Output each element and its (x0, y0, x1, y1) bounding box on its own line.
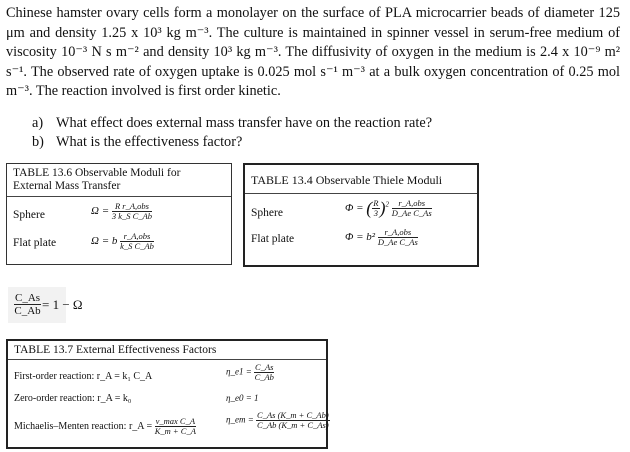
sphere-phi-paren-den: 3 (373, 208, 379, 218)
table-13-6-row-sphere-label: Sphere (13, 209, 45, 221)
sphere-omega-lhs: Ω = (91, 205, 110, 218)
flat-phi-num: r_A,obs (378, 228, 418, 238)
question-a (32, 114, 432, 133)
eta-e1-fraction (254, 363, 274, 382)
eta-em-den: C_Ab (K_m + C_As) (257, 420, 329, 430)
sphere-phi-den: D_Ae C_As (391, 208, 432, 218)
flat-phi-lhs: Φ = b² (345, 231, 376, 244)
problem-statement: Chinese hamster ovary cells form a monolayer on the surface of PLA microcarrier beads of diameter 125 μm and density 1.25 x 10³ kg m⁻³. The culture is maintained in spinner vessel in serum-free medium of viscosity 10⁻³ N s m⁻² and density 10³ kg m⁻³. The diffusivity of oxygen in the medium is 2.4 x 10⁻⁹ m² s⁻¹. The observed rate of oxygen uptake is 0.025 mol s⁻¹ m⁻³ at a bulk oxygen concentration of 0.25 mol m⁻³. The reaction involved is first order kinetic. (6, 5, 620, 100)
table-13-7-row-mm-label (14, 417, 196, 436)
flat-phi-fraction (378, 228, 418, 247)
questions-list (32, 114, 432, 152)
sphere-phi-exp: 2 (385, 200, 389, 209)
sphere-phi-fraction (392, 199, 432, 218)
sphere-phi-paren-num: R (373, 198, 379, 208)
sphere-phi-lhs: Φ = (345, 202, 364, 215)
table-13-4-row-flat-eq (345, 228, 418, 247)
table-13-4-row-sphere-label: Sphere (251, 207, 283, 219)
table-13-4-rule (245, 193, 477, 194)
table-13-6-row-flat-label: Flat plate (13, 237, 57, 249)
conc-ratio-num: C_As (15, 292, 41, 304)
eta-e1-num: C_As (255, 362, 274, 372)
eta-e1-den: C_Ab (254, 372, 274, 382)
table-13-4-row-flat-label: Flat plate (251, 233, 295, 245)
table-13-7-row-mm-eq (226, 411, 330, 430)
flat-omega-lhs: Ω = b (91, 235, 118, 248)
flat-omega-fraction (120, 232, 154, 251)
flat-phi-den: D_Ae C_As (377, 237, 418, 247)
conc-ratio-rest: = 1 − Ω (42, 297, 83, 312)
question-a-text: What effect does external mass transfer have on the reaction rate? (56, 115, 433, 131)
sphere-phi-paren-fraction (372, 199, 379, 218)
table-13-7-row-zero-eq: η_e0 = 1 (226, 393, 259, 403)
table-13-6-caption-2: External Mass Transfer (13, 180, 121, 192)
table-13-4 (243, 163, 479, 267)
table-13-6-caption-1: TABLE 13.6 Observable Moduli for (13, 167, 181, 179)
mm-rate-num: v_max C_A (155, 416, 196, 426)
table-13-7-rule (8, 359, 326, 360)
eta-em-fraction (256, 411, 330, 430)
table-13-6-row-flat-eq (91, 232, 154, 251)
eta-e1-lhs: η_e1 = (226, 366, 252, 377)
table-13-7-row-zero-label: Zero-order reaction: r_A = k₀ (14, 393, 132, 404)
table-13-6 (6, 163, 232, 265)
table-13-7-row-first-label: First-order reaction: r_A = k₁ C_A (14, 371, 153, 382)
flat-omega-den: k_S C_Ab (120, 241, 154, 251)
table-13-7-row-first-eq (226, 363, 274, 382)
eta-em-num: C_As (K_m + C_Ab) (257, 410, 329, 420)
table-13-6-rule (7, 196, 231, 197)
sphere-omega-num: R r_A,obs (112, 202, 152, 212)
table-13-7-caption: TABLE 13.7 External Effectiveness Factors (14, 344, 217, 356)
table-13-7 (6, 339, 328, 449)
sphere-omega-den: 3 k_S C_Ab (111, 211, 153, 221)
mm-label-text: Michaelis–Menten reaction: r_A = (14, 420, 153, 432)
eta-em-lhs: η_em = (226, 414, 254, 425)
flat-omega-num: r_A,obs (120, 232, 154, 242)
concentration-ratio-formula (8, 287, 83, 323)
question-b-text: What is the effectiveness factor? (56, 134, 243, 150)
mm-rate-fraction (155, 417, 196, 436)
table-13-4-row-sphere-eq: Φ = ( $\frac{R}{3}$ )$^2$ $\frac{\text{r\_A,obs}}{\text{D\_Ae C\_As}}$ (345, 198, 432, 218)
table-13-4-caption: TABLE 13.4 Observable Thiele Moduli (251, 173, 443, 187)
question-b-label: b) (32, 134, 44, 150)
table-13-6-row-sphere-eq (91, 202, 152, 221)
sphere-phi-num: r_A,obs (392, 199, 432, 209)
question-b (32, 133, 432, 152)
conc-ratio-fraction (14, 292, 41, 317)
mm-rate-den: K_m + C_A (154, 426, 196, 436)
sphere-omega-fraction (112, 202, 152, 221)
question-a-label: a) (32, 115, 44, 131)
conc-ratio-den: C_Ab (14, 305, 41, 317)
